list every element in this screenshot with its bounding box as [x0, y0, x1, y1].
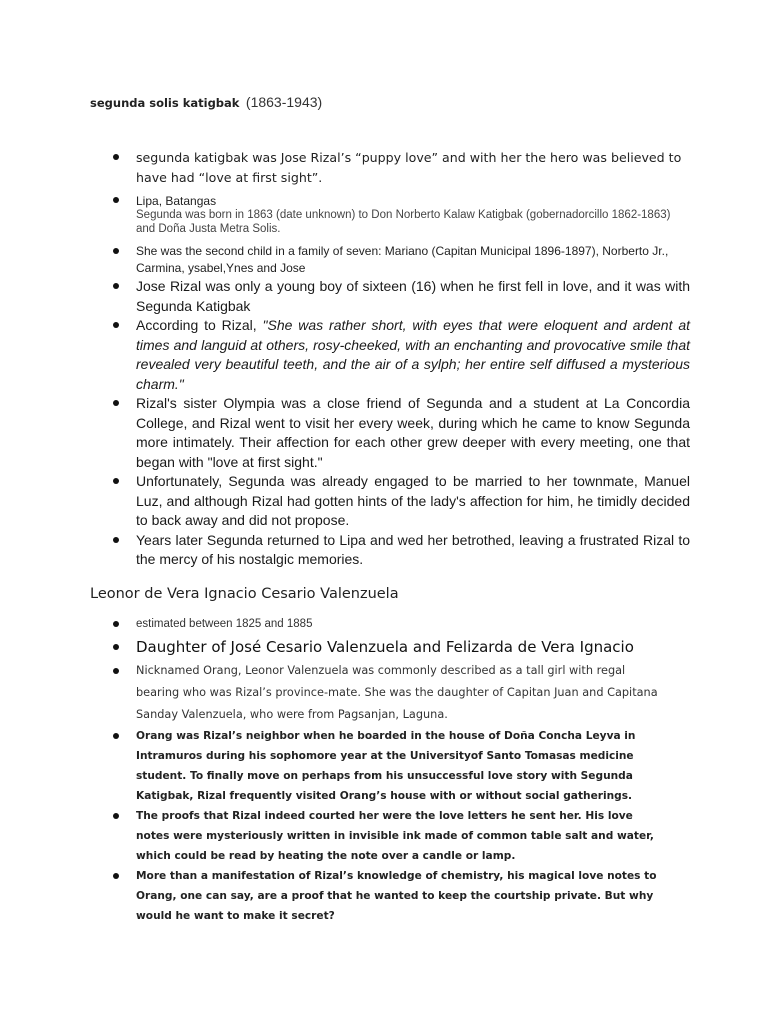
leonor-bullet-list [110, 614, 662, 926]
section-heading-leonor: Leonor de Vera Ignacio Cesario Valenzuela [90, 586, 399, 602]
list-item: Rizal's sister Olympia was a close friend of Segunda and a student at La Concordia College, and Rizal went to visit her every week, during which he came to know Segunda more intimately. Their affection for each other grew deeper with every meeting, one that began with "love at first sight." [110, 394, 690, 472]
list-item: Jose Rizal was only a young boy of sixteen (16) when he first fell in love, and it was with Segunda Katigbak [110, 277, 690, 316]
list-item: She was the second child in a family of seven: Mariano (Capitan Municipal 1896-1897), Norberto Jr., Carmina, ysabel,Ynes and Jose [110, 243, 690, 277]
birthplace: Lipa, Batangas [136, 194, 217, 208]
title-years: (1863-1943) [245, 94, 323, 110]
list-item: Orang was Rizal’s neighbor when he boarded in the house of Doña Concha Leyva in Intramuros during his sophomore year at the Universityof Santo Tomasas medicine student. To finally move on perhaps from his unsuccessful love story with Segunda Katigbak, Rizal frequently visited Orang’s house with or without social gatherings. [110, 726, 662, 806]
list-item: Nicknamed Orang, Leonor Valenzuela was commonly described as a tall girl with regal bearing who was Rizal’s province-mate. She was the daughter of Capitan Juan and Capitana Sanday Valenzuela, who were from Pagsanjan, Laguna. [110, 660, 662, 726]
list-item: segunda katigbak was Jose Rizal’s “puppy love” and with her the hero was believed to have had “love at first sight”. [110, 148, 690, 188]
list-item: estimated between 1825 and 1885 [110, 614, 662, 634]
list-item: Daughter of José Cesario Valenzuela and Felizarda de Vera Ignacio [110, 634, 662, 660]
segunda-bullet-list [110, 148, 690, 570]
birth-details: Segunda was born in 1863 (date unknown) to Don Norberto Kalaw Katigbak (gobernadorcillo 1862-1863) and Doña Justa Metra Solis. [136, 209, 671, 235]
list-item: More than a manifestation of Rizal’s knowledge of chemistry, his magical love notes to Orang, one can say, are a proof that he wanted to keep the courtship private. But why would he want to make it secret? [110, 866, 662, 926]
list-item: The proofs that Rizal indeed courted her were the love letters he sent her. His love notes were mysteriously written in invisible ink made of common table salt and water, which could be read by heating the note over a candle or lamp. [110, 806, 662, 866]
title-name: segunda solis katigbak [90, 96, 240, 110]
rizal-quote: "She was rather short, with eyes that were eloquent and ardent at times and languid at others, rosy-cheeked, with an enchanting and provocative smile that revealed very beautiful teeth, and the air of a sylph; her entire self diffused a mysterious charm." [136, 317, 690, 392]
list-item [110, 194, 690, 236]
list-item: Years later Segunda returned to Lipa and wed her betrothed, leaving a frustrated Rizal to the mercy of his nostalgic memories. [110, 531, 690, 570]
list-item: According to Rizal, "She was rather short, with eyes that were eloquent and ardent at times and languid at others, rosy-cheeked, with an enchanting and provocative smile that revealed very beautiful teeth, and the air of a sylph; her entire self diffused a mysterious charm." [110, 316, 690, 394]
section-title-segunda [90, 93, 322, 112]
list-item: Unfortunately, Segunda was already engaged to be married to her townmate, Manuel Luz, and although Rizal had gotten hints of the lady's affection for him, he timidly decided to back away and did not propose. [110, 472, 690, 531]
